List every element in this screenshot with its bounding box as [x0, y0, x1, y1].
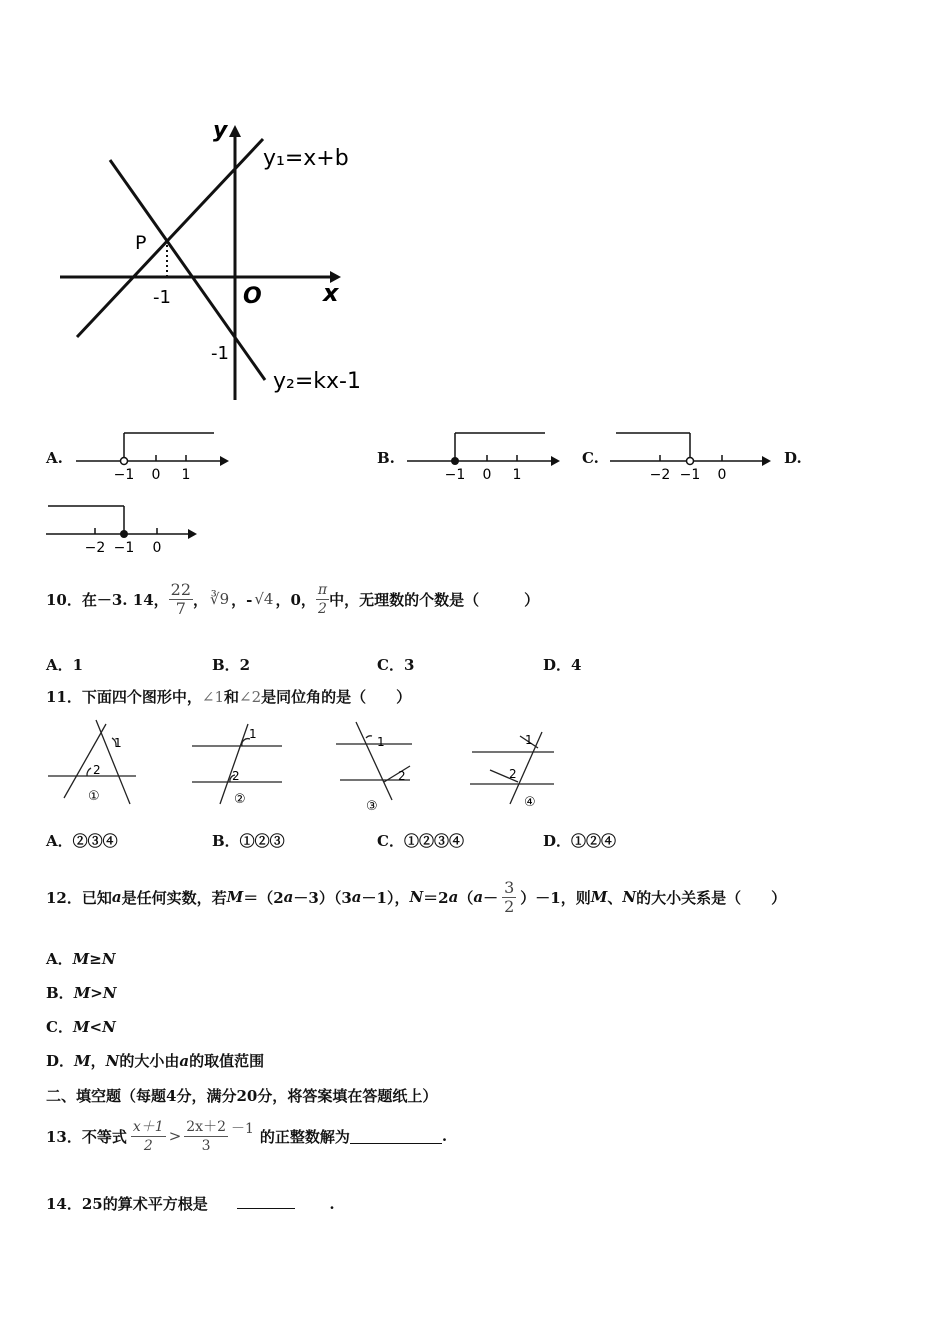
q11-figures [44, 714, 564, 814]
q12-option-c[interactable]: C．M<N [46, 1018, 116, 1036]
point-p-label: P [135, 232, 147, 254]
linear-functions-graph [45, 115, 375, 410]
q9-option-a-letter[interactable]: A. [46, 449, 63, 467]
q9-option-b-letter[interactable]: B. [377, 449, 395, 467]
q10-fraction-pi-2: $\frac{\pi}{2}$ [317, 581, 328, 617]
q12-stem: 12．已知 a 是任何实数，若 M ＝（2 a －3）（3 a －1）， N ＝2 a （ a － $\frac{3}{2}$ ）－1，则 M 、 N 的大小关系是（ ） [46, 877, 787, 916]
line2-label: y₂=kx-1 [273, 369, 361, 394]
q10-fraction-22-7: $\frac{22}{7}$ [170, 579, 191, 618]
q13-fraction-right: $\frac{2x+2}{3}$ [186, 1118, 226, 1154]
figure-3-label: ③ [366, 799, 378, 814]
svg-text:−1: −1 [444, 467, 466, 483]
svg-text:2: 2 [93, 763, 101, 777]
svg-text:−1: −1 [113, 467, 135, 483]
svg-text:−1: −1 [113, 540, 135, 556]
svg-text:−1: −1 [679, 467, 701, 483]
svg-text:1: 1 [525, 733, 533, 747]
section-2-heading: 二、填空题（每题4分，满分20分，将答案填在答题纸上） [46, 1087, 438, 1105]
q11-option-d[interactable]: D．①②④ [543, 832, 617, 850]
q10-stem: 10．在－3. 14， $\frac{22}{7}$ ， ∛9 ，- √4 ，0， $\frac{\pi}{2}$ 中，无理数的个数是（ ） [46, 579, 540, 618]
q9-option-d-letter[interactable]: D. [784, 449, 802, 467]
svg-text:1: 1 [512, 467, 522, 483]
svg-text:1: 1 [114, 736, 122, 750]
q13-fraction-left: $\frac{x+1}{2}$ [132, 1118, 164, 1154]
svg-text:−2: −2 [84, 540, 106, 556]
line1-label: y₁=x+b [263, 146, 349, 171]
q10-option-b[interactable]: B．2 [212, 656, 251, 674]
q11-option-b[interactable]: B．①②③ [212, 832, 285, 850]
q9-option-c-letter[interactable]: C. [582, 449, 599, 467]
figure-1-label: ① [88, 789, 100, 804]
svg-text:2: 2 [398, 769, 406, 783]
line-y2 [110, 160, 265, 380]
svg-text:0: 0 [482, 467, 492, 483]
q11-option-c[interactable]: C．①②③④ [377, 832, 464, 850]
x-axis-label: x [323, 279, 339, 307]
q9-option-b-numberline [403, 428, 563, 484]
angle-2-symbol: ∠2 [239, 688, 262, 706]
q11-option-a[interactable]: A．②③④ [46, 832, 118, 850]
q11-stem: 11．下面四个图形中，∠1和∠2是同位角的是（ ） [46, 688, 412, 706]
y-axis-label: y [213, 118, 228, 143]
x-tick-label: -1 [153, 287, 171, 308]
svg-text:−2: −2 [649, 467, 671, 483]
svg-text:0: 0 [717, 467, 727, 483]
q10-square-root: √4 [254, 590, 274, 608]
svg-text:2: 2 [509, 767, 517, 781]
svg-text:0: 0 [151, 467, 161, 483]
q12-option-d[interactable]: D．M，N的大小由a的取值范围 [46, 1052, 265, 1070]
q10-option-d[interactable]: D．4 [543, 656, 582, 674]
origin-label: O [243, 284, 262, 309]
q9-option-c-numberline [606, 428, 776, 484]
figure-2-label: ② [234, 792, 246, 807]
q14-answer-blank[interactable] [237, 1194, 295, 1209]
q12-fraction-3-2: $\frac{3}{2}$ [504, 877, 515, 916]
figure-4-label: ④ [524, 795, 536, 810]
svg-text:1: 1 [181, 467, 191, 483]
q9-option-d-numberline [44, 502, 204, 558]
angle-1-symbol: ∠1 [201, 688, 224, 706]
q9-option-a-numberline [72, 428, 232, 484]
svg-text:2: 2 [232, 769, 240, 783]
svg-text:1: 1 [377, 735, 385, 749]
q12-option-b[interactable]: B．M>N [46, 984, 117, 1002]
y-axis-arrow [229, 125, 241, 137]
q14-stem: 14．25的算术平方根是 . [46, 1195, 335, 1213]
q10-cube-root: ∛9 [210, 590, 230, 608]
q10-option-c[interactable]: C．3 [377, 656, 415, 674]
q13-answer-blank[interactable] [350, 1129, 442, 1144]
svg-text:0: 0 [152, 540, 162, 556]
q13-stem: 13．不等式 $\frac{x+1}{2}$ > $\frac{2x+2}{3}$ －1 的正整数解为 . [46, 1118, 448, 1154]
q10-option-a[interactable]: A．1 [46, 656, 84, 674]
y-tick-label: -1 [211, 343, 229, 364]
q12-option-a[interactable]: A．M≥N [46, 950, 116, 968]
svg-text:1: 1 [249, 727, 257, 741]
